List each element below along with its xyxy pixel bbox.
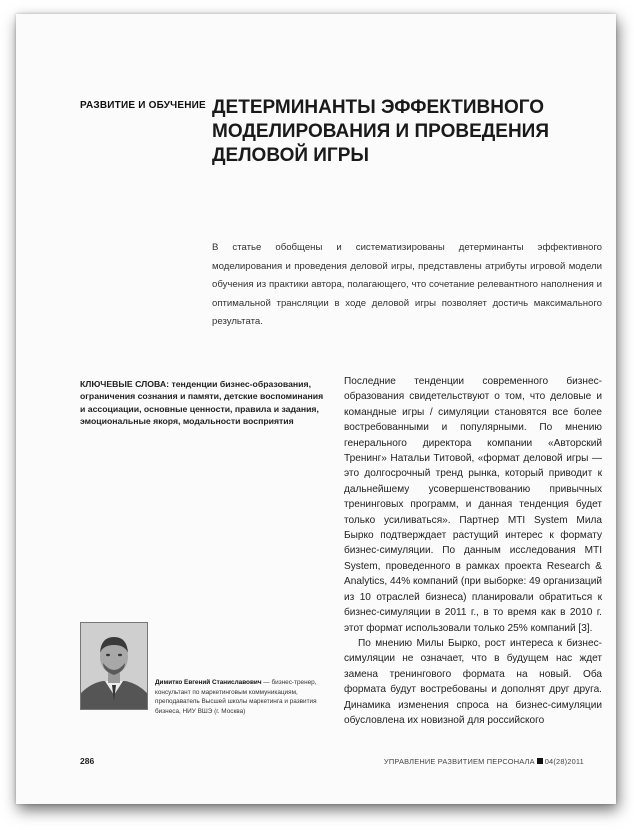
magazine-page <box>16 14 616 804</box>
author-portrait-icon <box>81 623 147 709</box>
keywords-block <box>80 378 330 427</box>
author-photo <box>80 622 148 710</box>
keywords-label: КЛЮЧЕВЫЕ СЛОВА: <box>80 379 170 389</box>
author-description: — бизнес-тренер, консультант по маркетинговым коммуникациям, преподаватель Высшей школы маркетинга и развития бизнеса, НИУ ВШЭ (г. Москва) <box>155 679 317 715</box>
journal-name: УПРАВЛЕНИЕ РАЗВИТИЕМ ПЕРСОНАЛА <box>383 757 535 766</box>
journal-footer <box>384 757 584 766</box>
article-abstract: В статье обобщены и систематизированы детерминанты эффективного моделирования и проведения деловой игры, представлены атрибуты игровой модели обучения из практики автора, полагающего, что сочетание релевантного наполнения и оптимальной трансляции в ходе деловой игры позволяет достичь максимального результата. <box>212 242 602 328</box>
author-name: Димитко Евгений Станиславович <box>155 679 262 686</box>
square-bullet-icon <box>537 758 543 764</box>
body-paragraph: Последние тенденции современного бизнес-образования свидетельствуют о том, что деловые и командные игры / симуляции становятся все более востребованными и популярными. По мнению генерального директора компании «Авторский Тренинг» Натальи Титовой, «формат деловой игры — это долгосрочный тренд рынка, который приводит к дальнейшему усовершенствованию привычных тренинговых программ, и данная тенденция будет только усиливаться». Партнер MTI System Мила Бырко подтверждает растущий интерес к формату бизнес-симуляции. По данным исследования MTI System, проведенного в рамках проекта Research & Analytics, 44% компаний (при выборке: 49 организаций из 10 отраслей бизнеса) планировали обратиться к бизнес-симуляции в 2011 г., в то время как в 2010 г. этот формат использовали только 25% компаний [3]. <box>344 376 602 634</box>
keywords-text: тенденции бизнес-образования, ограничения сознания и памяти, детские воспоминания и ассоциации, основные ценности, правила и задания, эмоциональные якоря, модальности восприятия <box>80 379 324 426</box>
journal-issue: 04(28)2011 <box>544 757 584 766</box>
body-paragraph: По мнению Милы Бырко, рост интереса к бизнес-симуляции не означает, что в будущем нас ждет замена тренингового формата на новый. Оба формата будут востребованы и дополнят друг друга. Динамика изменения спроса на бизнес-симуляции обусловлена их новизной для российского <box>344 637 602 726</box>
article-body <box>344 374 602 728</box>
article-title: ДЕТЕРМИНАНТЫ ЭФФЕКТИВНОГО МОДЕЛИРОВАНИЯ И ПРОВЕДЕНИЯ ДЕЛОВОЙ ИГРЫ <box>212 97 549 166</box>
section-label: РАЗВИТИЕ И ОБУЧЕНИЕ <box>80 100 206 111</box>
author-bio <box>155 678 335 716</box>
page-number: 286 <box>80 756 95 766</box>
